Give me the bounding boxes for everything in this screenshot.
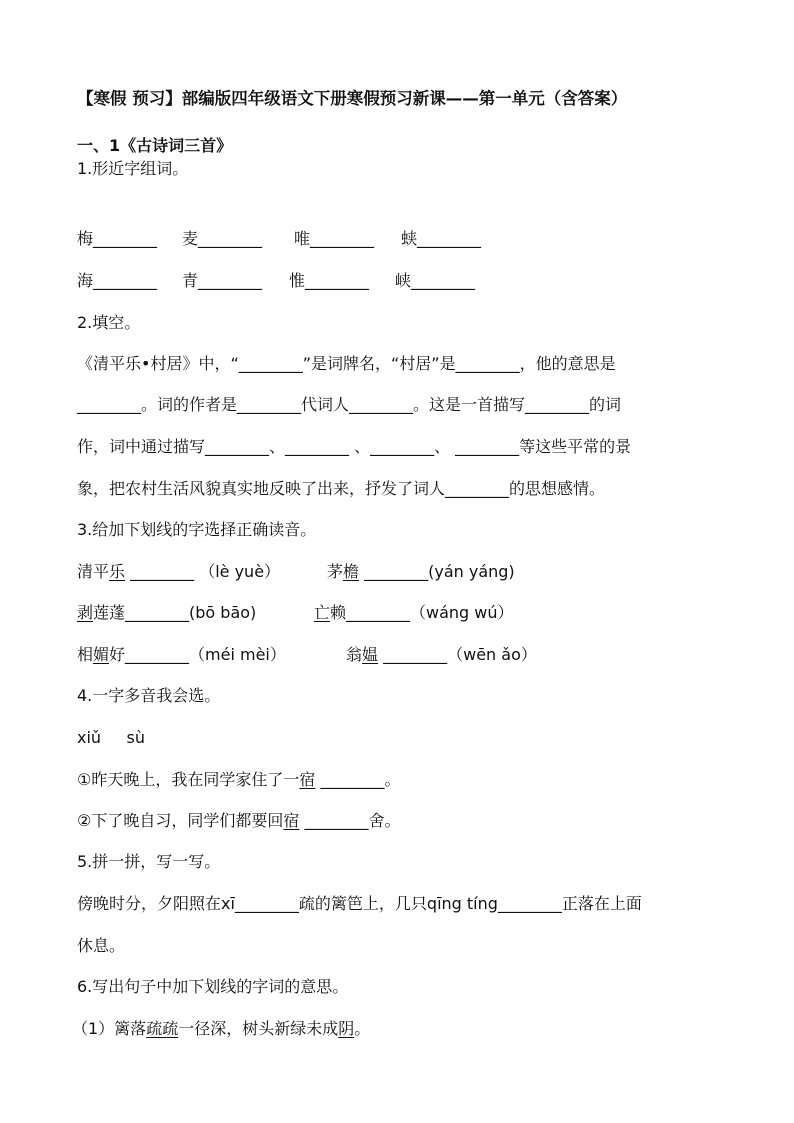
q1-row1-item: 蛱________ xyxy=(401,229,482,248)
q4-s1-post: ________。 xyxy=(315,770,401,789)
q1-row2-item: 峡________ xyxy=(395,271,476,290)
q4-s2-post: ________舍。 xyxy=(299,811,401,830)
q1-row1-item: 麦________ xyxy=(182,229,263,248)
q3-item-post: ________ （lè yuè） xyxy=(125,562,281,581)
q4-s1-pre: ①昨天晚上，我在同学家住了一 xyxy=(77,770,300,789)
q3-item-underlined: 剥 xyxy=(77,603,94,622)
q6-s1-pre: （1）篱落 xyxy=(72,1019,147,1038)
q1-row1-item: 梅________ xyxy=(77,229,158,248)
q4-pinyin: xiǔ sù xyxy=(77,728,145,747)
q6-s1-post: 。 xyxy=(354,1019,371,1038)
q2-heading: 2.填空。 xyxy=(77,313,141,332)
q4-sentence-1 xyxy=(77,769,400,791)
q5-heading: 5.拼一拼，写一写。 xyxy=(77,852,221,871)
q2-line: 象，把农村生活风貌真实地反映了出来，抒发了词人________的思想感情。 xyxy=(77,479,606,498)
q3-item-post: 莲蓬________(bō bāo) xyxy=(93,603,257,622)
q3-item-pre: 相 xyxy=(77,645,94,664)
q3-item-underlined: 乐 xyxy=(109,562,126,581)
q4-sentence-2 xyxy=(77,810,400,832)
q4-s2-underlined: 宿 xyxy=(283,811,300,830)
q3-item-underlined: 媪 xyxy=(362,645,379,664)
q3-item xyxy=(77,561,280,583)
q6-s1-underlined-2: 阴 xyxy=(338,1019,355,1038)
q1-row1-item: 唯________ xyxy=(294,229,375,248)
section-heading: 一、1《古诗词三首》 xyxy=(77,136,233,155)
q3-item-pre: 茅 xyxy=(327,562,344,581)
q1-row2-item: 青________ xyxy=(182,271,263,290)
q5-line: 休息。 xyxy=(77,936,126,955)
q4-heading: 4.一字多音我会选。 xyxy=(77,686,221,705)
q3-item xyxy=(77,644,286,666)
q3-item-pre: 翁 xyxy=(346,645,363,664)
document-title: 【寒假 预习】部编版四年级语文下册寒假预习新课——第一单元（含答案） xyxy=(77,89,628,108)
q2-line: ________。词的作者是________代词人________。这是一首描写________的词 xyxy=(77,395,622,414)
q3-item-underlined: 亡 xyxy=(314,603,331,622)
q3-item-post: ________（wēn ǎo） xyxy=(378,645,537,664)
q3-item xyxy=(77,602,256,624)
q3-item-post: ________(yán yáng) xyxy=(359,562,515,581)
q3-heading: 3.给加下划线的字选择正确读音。 xyxy=(77,520,317,539)
q2-line: 作，词中通过描写________、________ 、________、 ________等这些平常的景 xyxy=(77,437,632,456)
q6-s1-mid: 一径深，树头新绿未成 xyxy=(178,1019,339,1038)
q3-item xyxy=(327,561,515,583)
q3-item-underlined: 檐 xyxy=(343,562,360,581)
q3-item xyxy=(314,602,514,624)
q6-s1-underlined-1: 疏疏 xyxy=(146,1019,179,1038)
q3-item-pre: 清平 xyxy=(77,562,110,581)
q6-heading: 6.写出句子中加下划线的字词的意思。 xyxy=(77,977,349,996)
q3-item-post: 赖________（wáng wú） xyxy=(330,603,514,622)
q1-row2-item: 惟________ xyxy=(289,271,370,290)
q3-item-underlined: 媚 xyxy=(93,645,110,664)
q1-heading: 1.形近字组词。 xyxy=(77,159,189,178)
q6-sentence-1 xyxy=(72,1018,370,1040)
q4-s2-pre: ②下了晚自习，同学们都要回 xyxy=(77,811,284,830)
q4-s1-underlined: 宿 xyxy=(299,770,316,789)
q1-row2-item: 海________ xyxy=(77,271,158,290)
q2-line: 《清平乐•村居》中，“________”是词牌名，“村居”是________，他的意思是 xyxy=(77,354,616,373)
q3-item-post: 好________（méi mèi） xyxy=(109,645,286,664)
q5-line: 傍晚时分，夕阳照在xī________疏的篱笆上，几只qīng tíng________正落在上面 xyxy=(77,894,642,913)
q3-item xyxy=(346,644,537,666)
